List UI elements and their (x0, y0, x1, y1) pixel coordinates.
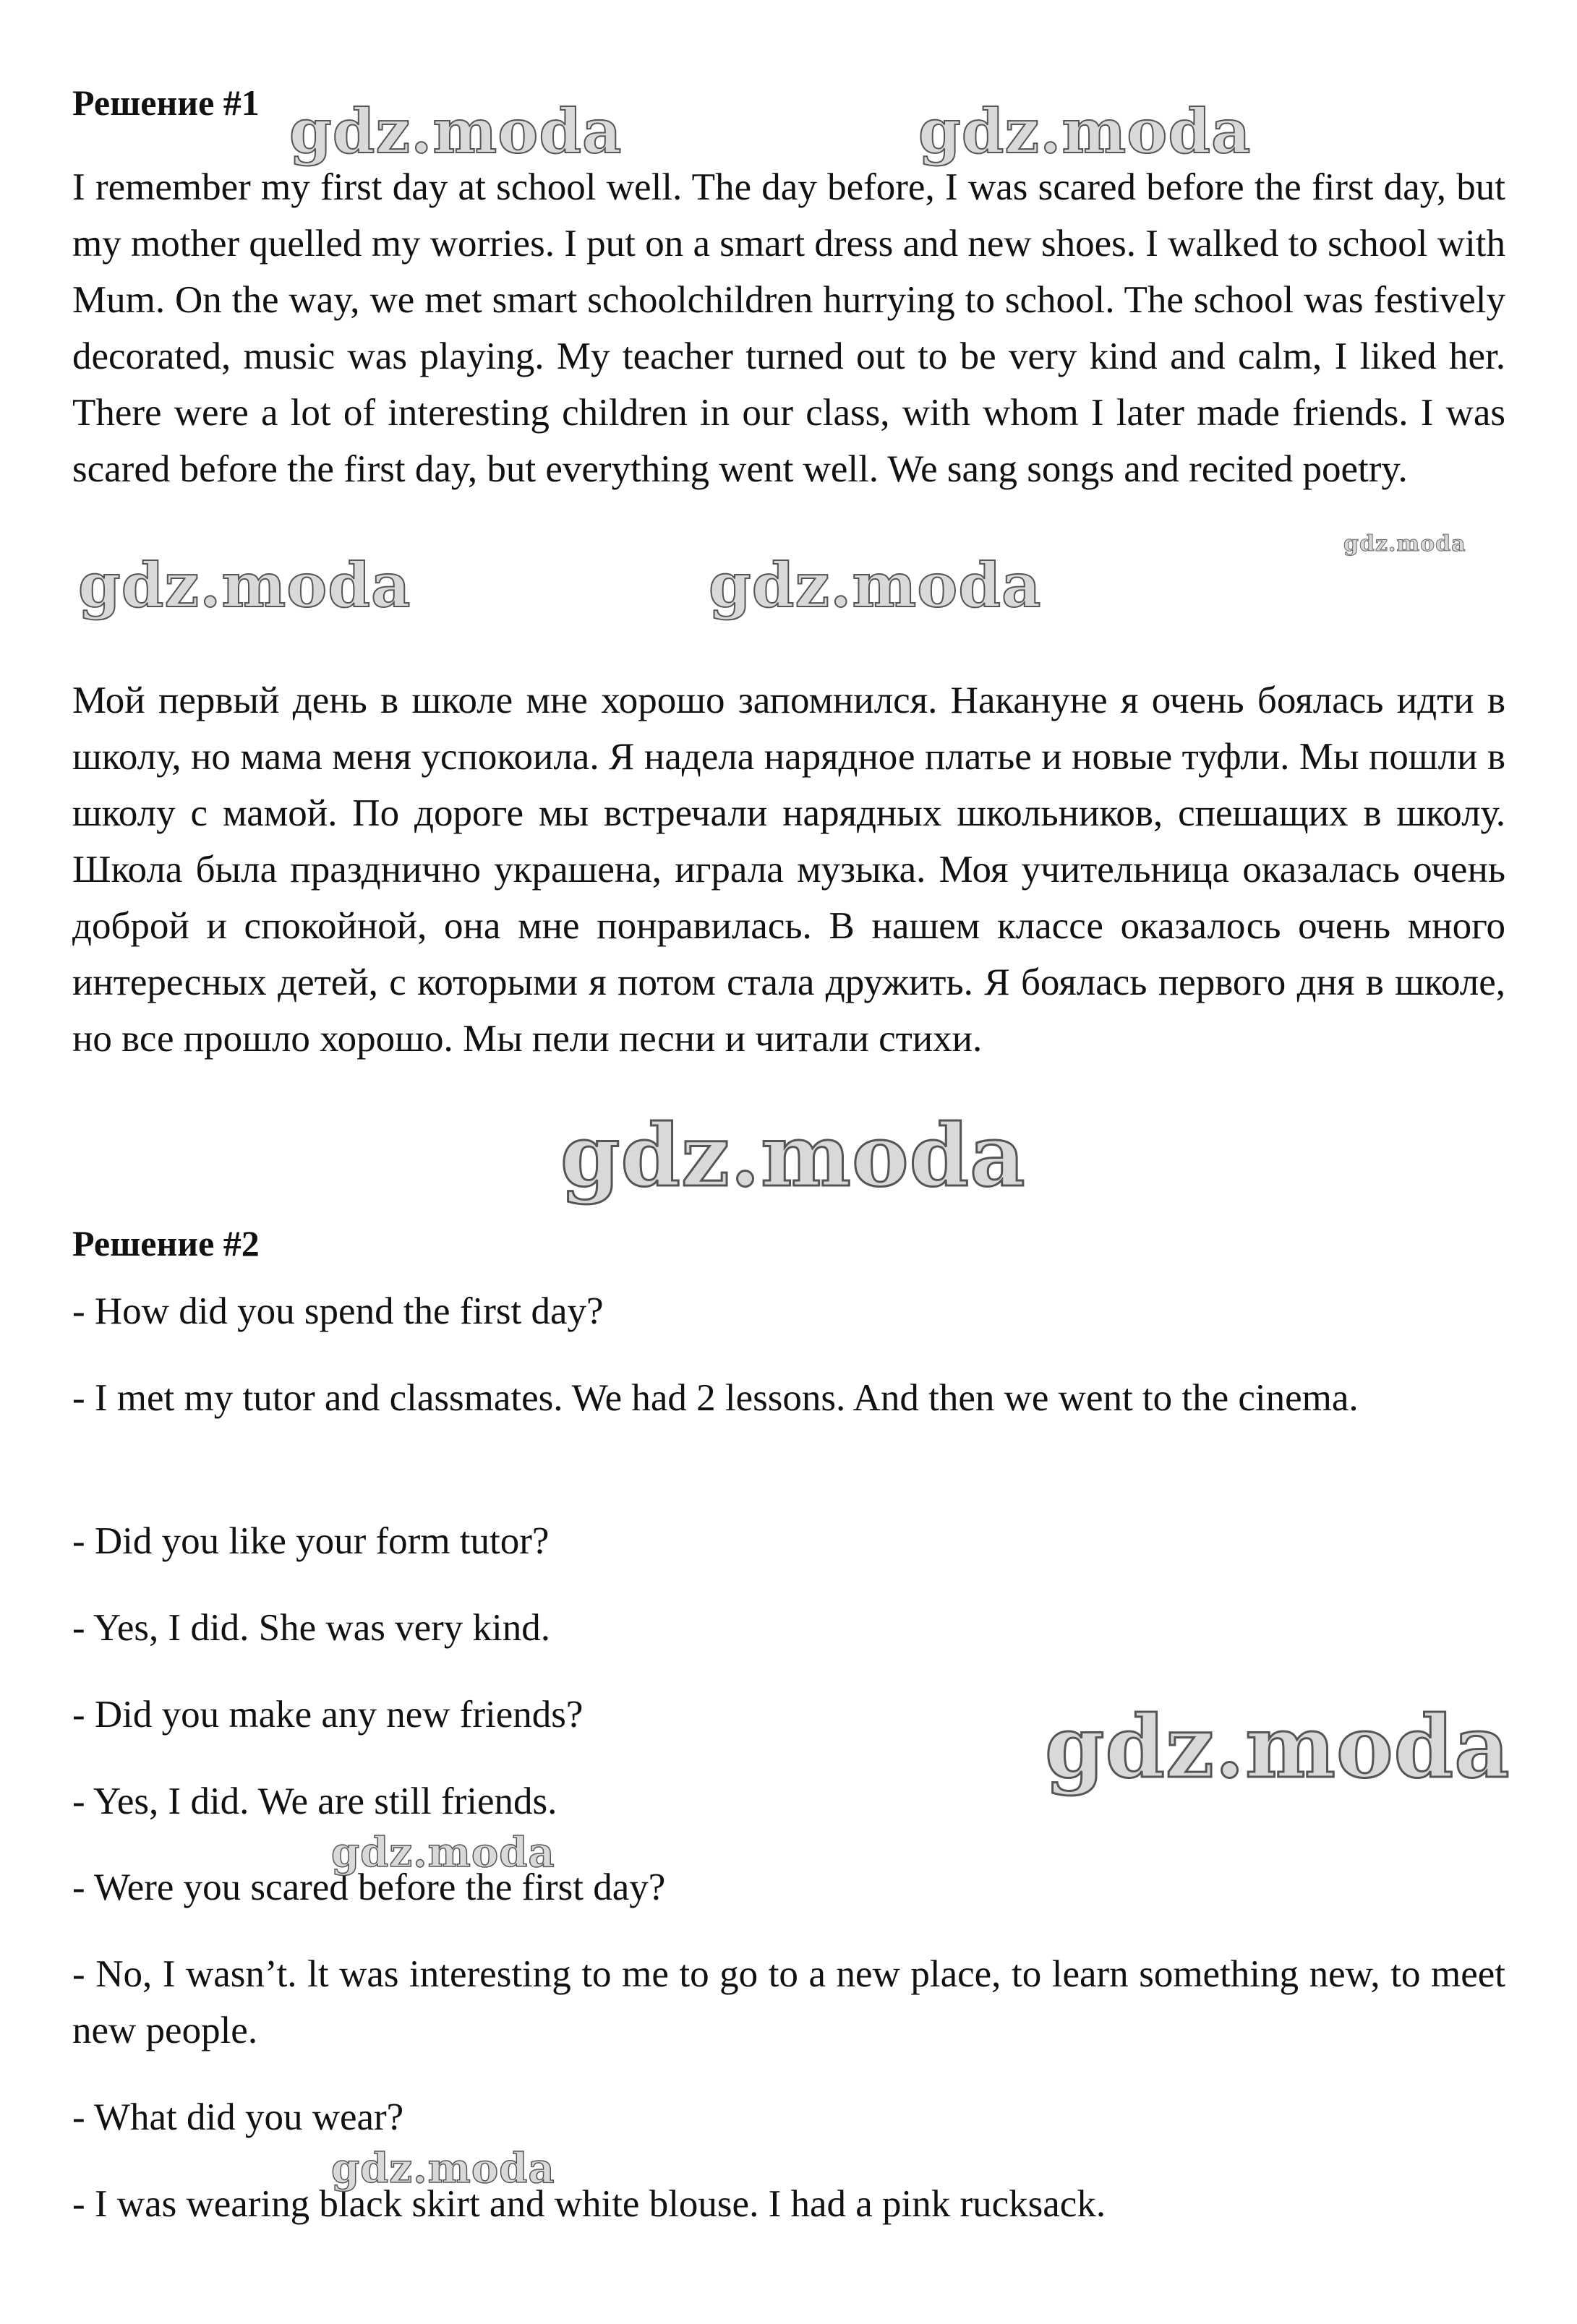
watermark-logo: gdz.moda (709, 549, 1042, 621)
solution-1-heading: Решение #1 (72, 82, 260, 123)
watermark-logo: gdz.moda (331, 1829, 555, 1877)
watermark-logo: gdz.moda (918, 95, 1252, 167)
solution-2-heading: Решение #2 (72, 1223, 260, 1264)
dialogue-line: - How did you spend the first day? (72, 1290, 604, 1332)
watermark-logo: gdz.moda (1343, 531, 1466, 557)
solution-1-russian-text: Мой первый день в школе мне хорошо запомнился. Накануне я очень боялась идти в школу, но мама меня успокоила. Я надела нарядное платье и новые туфли. Мы пошли в школу с мамой. По дороге мы встречали нарядных школьников, спешащих в школу. Школа была празднично украшена, играла музыка. Моя учительница оказалась очень доброй и спокойной, она мне понравилась. В нашем классе оказалось очень много интересных детей, с которыми я потом стала дружить. Я боялась первого дня в школе, но все прошло хорошо. Мы пели песни и читали стихи. (72, 679, 1505, 1060)
dialogue-line: - I met my tutor and classmates. We had 2 lessons. And then we went to the cinema. (72, 1377, 1359, 1419)
watermark-logo: gdz.moda (289, 95, 623, 167)
dialogue-line: - Did you like your form tutor? (72, 1520, 550, 1562)
watermark-logo: gdz.moda (560, 1105, 1026, 1206)
dialogue-line: - What did you wear? (72, 2096, 404, 2138)
dialogue-line: - Yes, I did. We are still friends. (72, 1780, 557, 1822)
watermark-logo: gdz.moda (78, 549, 411, 621)
dialogue-line: - I was wearing black skirt and white blouse. I had a pink rucksack. (72, 2183, 1106, 2225)
dialogue-line: - Yes, I did. She was very kind. (72, 1607, 550, 1649)
watermark-logo: gdz.moda (331, 2145, 555, 2192)
dialogue-line: - No, I wasn’t. lt was interesting to me to go to a new place, to learn something new, to meet new people. (72, 1953, 1505, 2051)
dialogue-line: - Did you make any new friends? (72, 1694, 584, 1736)
solution-1-english-text: I remember my first day at school well. The day before, I was scared before the first day, but my mother quelled my worries. I put on a smart dress and new shoes. I walked to school with Mum. On the way, we met smart schoolchildren hurrying to school. The school was festively decorated, music was playing. My teacher turned out to be very kind and calm, I liked her. There were a lot of interesting children in our class, with whom I later made friends. I was scared before the first day, but everything went well. We sang songs and recited poetry. (72, 166, 1505, 490)
watermark-logo: gdz.moda (1045, 1697, 1510, 1797)
dialogue-line: - Were you scared before the first day? (72, 1866, 666, 1908)
